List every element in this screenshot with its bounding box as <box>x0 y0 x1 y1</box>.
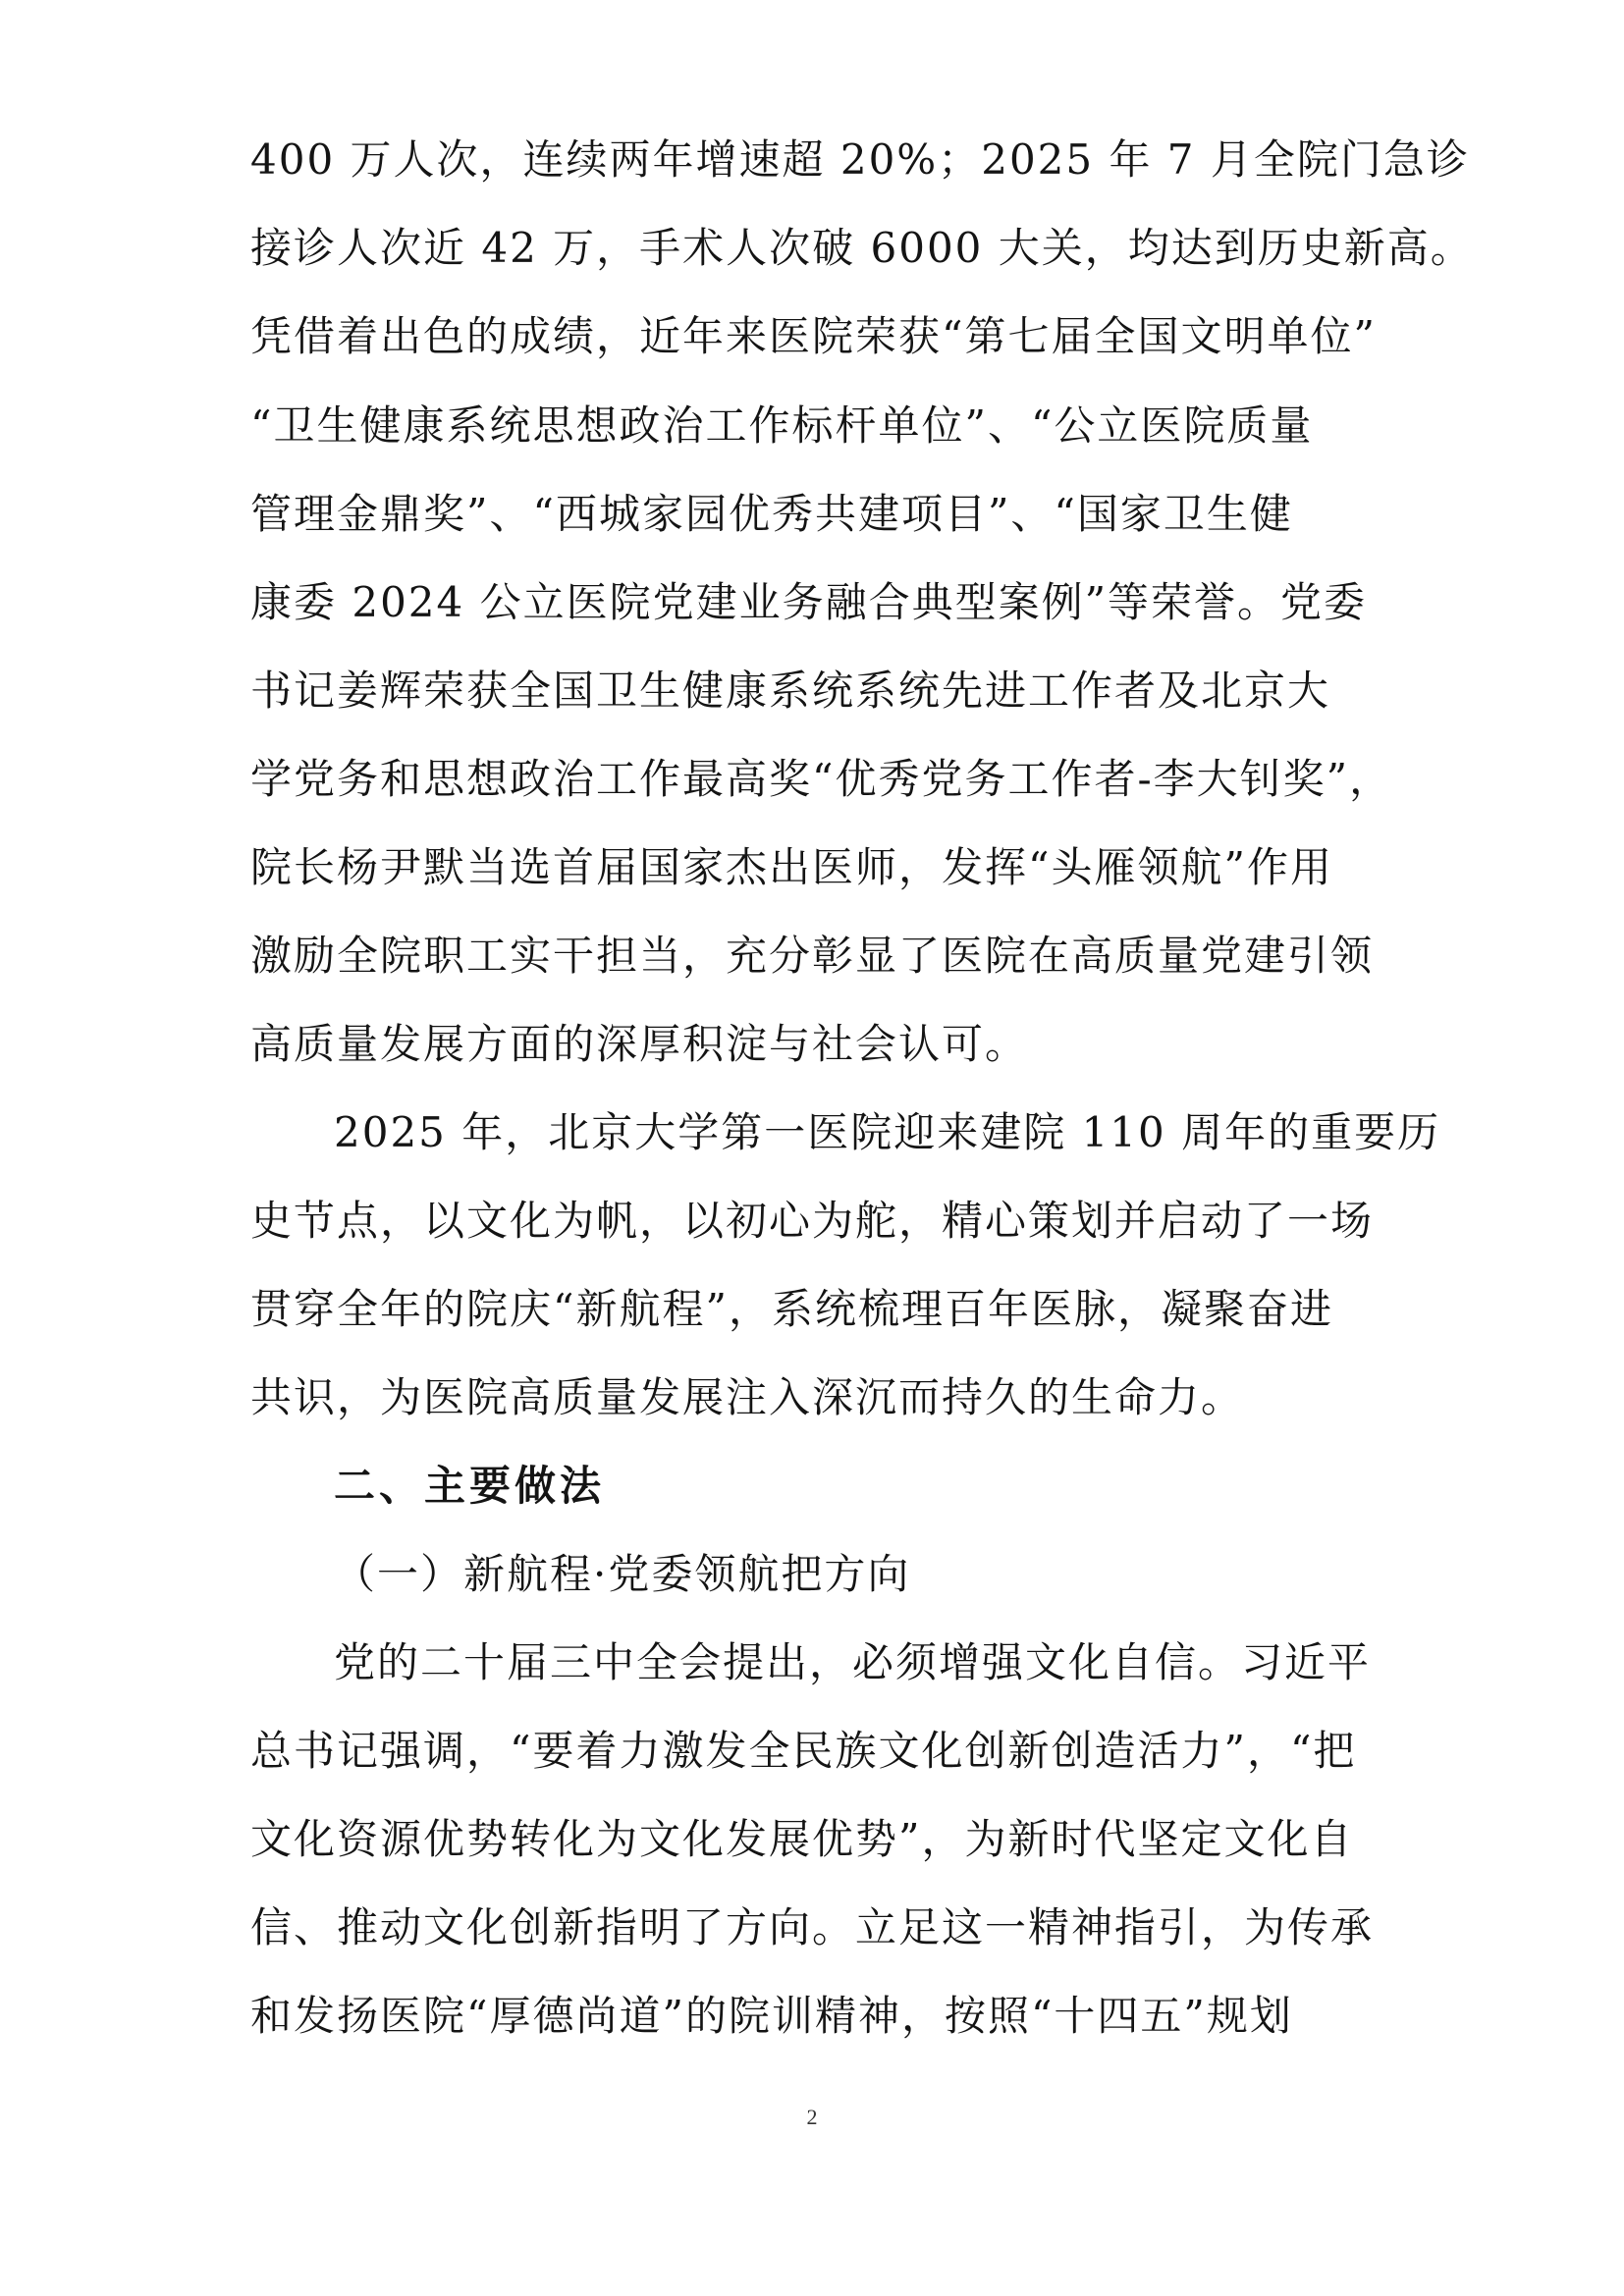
line-text: 文化资源优势转化为文化发展优势”，为新时代坚定文化自 <box>250 1815 1354 1863</box>
line-text: 总书记强调，“要着力激发全民族文化创新创造活力”，“把 <box>250 1727 1357 1775</box>
subsection-heading <box>0 1544 1624 1605</box>
line-text: 高质量发展方面的深厚积淀与社会认可。 <box>250 1020 1029 1068</box>
text-line <box>0 1897 1624 1958</box>
text-line <box>0 1014 1624 1075</box>
line-text: 400 万人次，连续两年增速超 20%；2025 年 7 月全院门急诊 <box>250 135 1470 184</box>
line-text: 党的二十届三中全会提出，必须增强文化自信。习近平 <box>334 1638 1372 1686</box>
heading-text: 二、主要做法 <box>334 1462 606 1510</box>
line-text: 2025 年，北京大学第一医院迎来建院 110 周年的重要历 <box>334 1108 1441 1156</box>
line-text: 康委 2024 公立医院党建业务融合典型案例”等荣誉。党委 <box>250 578 1368 626</box>
text-line <box>0 1986 1624 2047</box>
line-text: 接诊人次近 42 万，手术人次破 6000 大关，均达到历史新高。 <box>250 224 1474 272</box>
line-text: 院长杨尹默当选首届国家杰出医师，发挥“头雁领航”作用 <box>250 843 1333 891</box>
page-number: 2 <box>806 2105 818 2129</box>
text-line <box>0 1191 1624 1252</box>
text-line <box>0 306 1624 367</box>
line-text: 贯穿全年的院庆“新航程”，系统梳理百年医脉，凝聚奋进 <box>250 1285 1333 1333</box>
text-line <box>0 749 1624 810</box>
line-text: 管理金鼎奖”、“西城家园优秀共建项目”、“国家卫生健 <box>250 490 1293 538</box>
text-line <box>0 484 1624 545</box>
line-text: 激励全院职工实干担当，充分彰显了医院在高质量党建引领 <box>250 932 1375 980</box>
line-text: 史节点，以文化为帆，以初心为舵，精心策划并启动了一场 <box>250 1197 1375 1245</box>
text-line <box>0 1632 1624 1693</box>
text-line <box>0 396 1624 456</box>
text-line <box>0 130 1624 190</box>
text-line <box>0 1721 1624 1782</box>
text-line <box>0 572 1624 633</box>
line-text: 和发扬医院“厚德尚道”的院训精神，按照“十四五”规划 <box>250 1992 1293 2040</box>
text-line <box>0 1367 1624 1428</box>
text-line <box>0 1102 1624 1163</box>
line-text: “卫生健康系统思想政治工作标杆单位”、“公立医院质量 <box>250 401 1314 450</box>
section-heading <box>0 1456 1624 1517</box>
line-text: 共识，为医院高质量发展注入深沉而持久的生命力。 <box>250 1373 1245 1421</box>
text-line <box>0 926 1624 987</box>
text-line <box>0 218 1624 279</box>
text-line <box>0 661 1624 721</box>
line-text: 学党务和思想政治工作最高奖“优秀党务工作者-李大钊奖”， <box>250 755 1393 803</box>
text-line <box>0 837 1624 898</box>
subheading-text: （一）新航程·党委领航把方向 <box>334 1550 911 1598</box>
line-text: 凭借着出色的成绩，近年来医院荣获“第七届全国文明单位” <box>250 312 1377 360</box>
text-line <box>0 1279 1624 1340</box>
line-text: 信、推动文化创新指明了方向。立足这一精神指引，为传承 <box>250 1903 1375 1951</box>
text-line <box>0 1809 1624 1870</box>
line-text: 书记姜辉荣获全国卫生健康系统系统先进工作者及北京大 <box>250 667 1331 715</box>
